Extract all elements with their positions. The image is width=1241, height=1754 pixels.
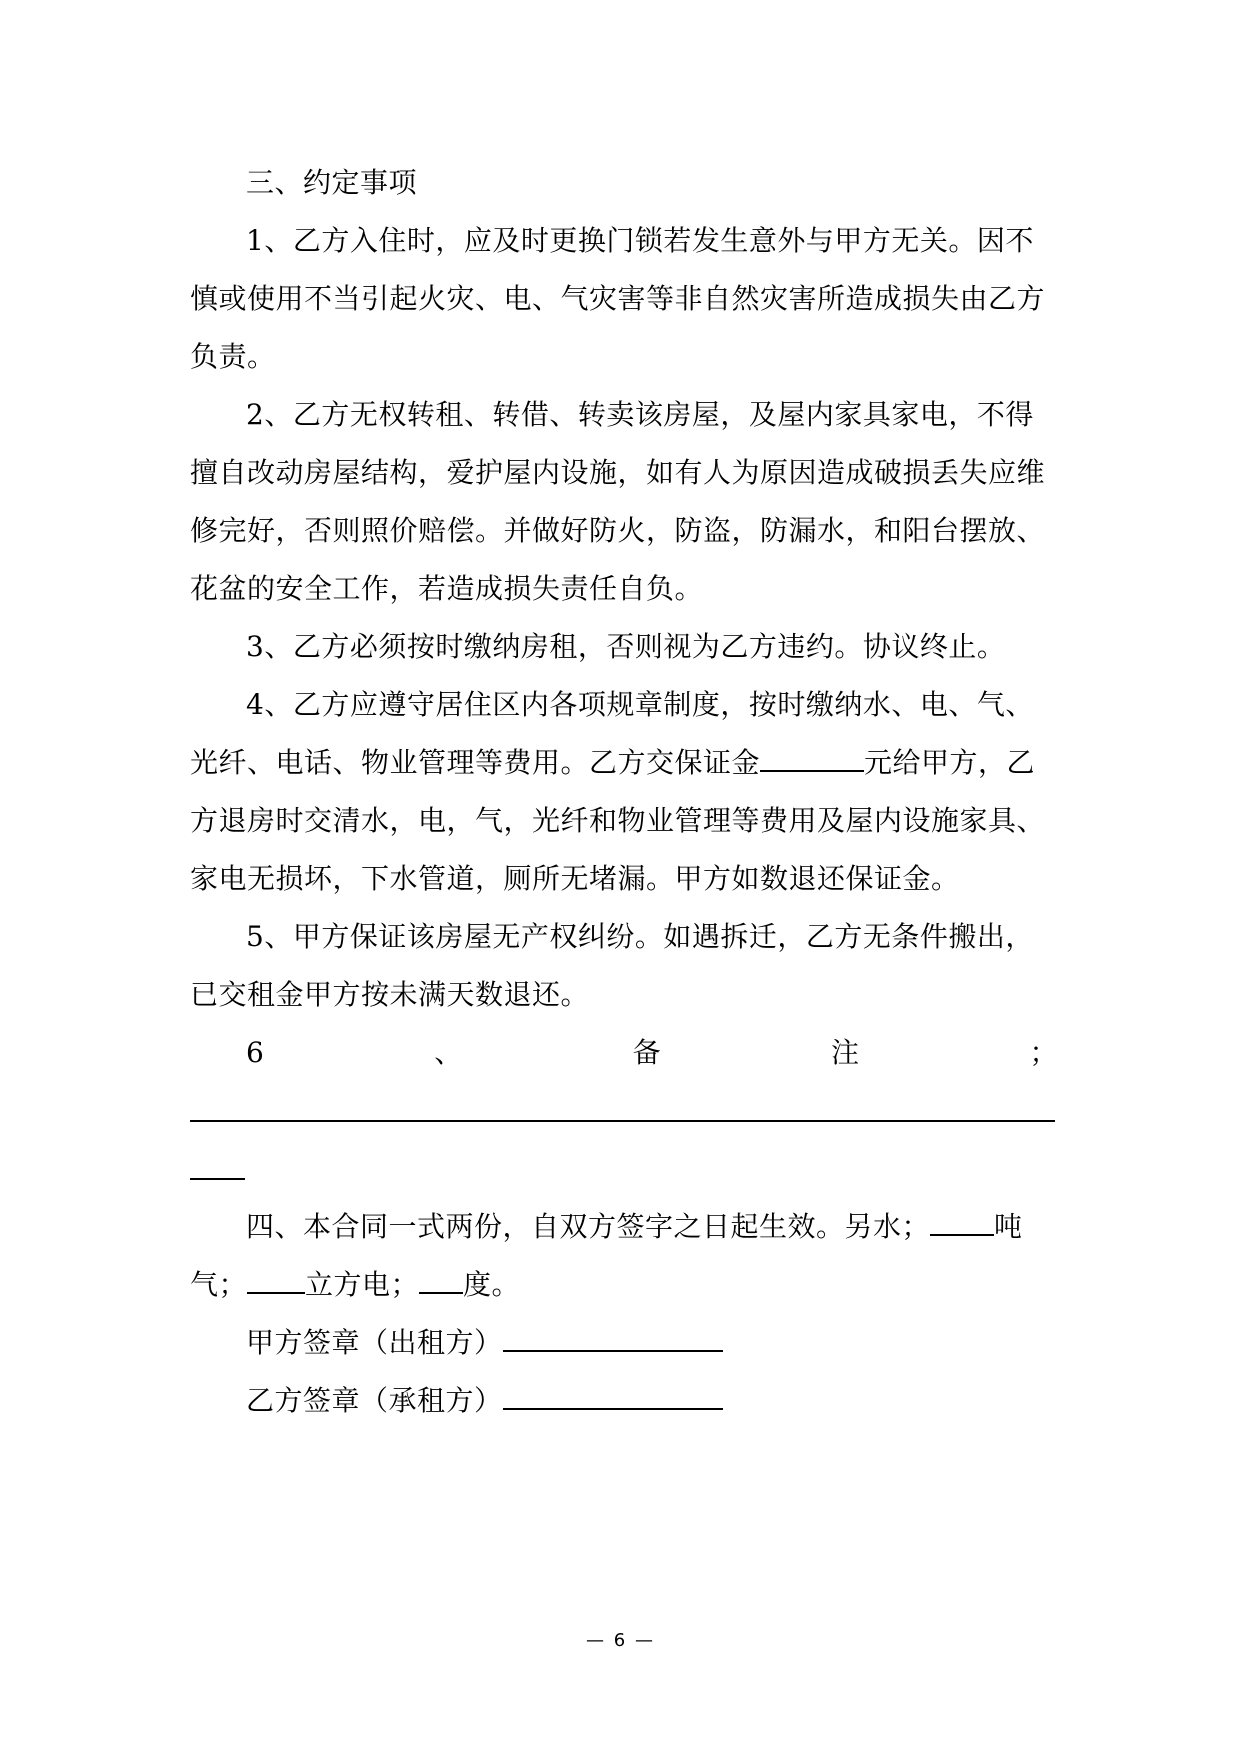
party-b-signature-line xyxy=(246,1368,723,1433)
item-6-number: 6 xyxy=(246,1036,265,1069)
section-4-line-1-text: 四、本合同一式两份，自双方签字之日起生效。另水； xyxy=(246,1210,931,1243)
item-6-separator: 、 xyxy=(434,1036,463,1069)
item-6-word-2: 注 xyxy=(831,1036,860,1069)
water-reading-blank xyxy=(930,1210,994,1236)
section-4-line-1 xyxy=(246,1194,1023,1259)
electricity-label: 立方电； xyxy=(305,1268,420,1301)
item-4-line-2-text-before: 光纤、电话、物业管理等费用。乙方交保证金 xyxy=(190,746,761,779)
remarks-blank-line xyxy=(190,1120,1055,1122)
item-1-line-1: 1、乙方入住时，应及时更换门锁若发生意外与甲方无关。因不 xyxy=(246,224,1034,257)
gas-reading-blank xyxy=(247,1268,305,1294)
item-2-line-2: 擅自改动房屋结构，爱护屋内设施，如有人为原因造成破损丢失应维 xyxy=(190,456,1046,489)
item-2-line-1: 2、乙方无权转租、转借、转卖该房屋，及屋内家具家电，不得 xyxy=(246,398,1034,431)
item-6-remarks-line xyxy=(246,1020,1058,1085)
party-a-signature-blank xyxy=(503,1326,723,1352)
party-a-signature-line xyxy=(246,1310,723,1375)
item-1-line-3: 负责。 xyxy=(190,340,276,373)
item-5-line-2: 已交租金甲方按未满天数退还。 xyxy=(190,978,590,1011)
deposit-amount-blank xyxy=(760,746,864,772)
electricity-reading-blank xyxy=(419,1268,463,1294)
section-4-line-1-unit: 吨 xyxy=(994,1210,1023,1243)
item-4-line-1: 4、乙方应遵守居住区内各项规章制度，按时缴纳水、电、气、 xyxy=(246,688,1034,721)
item-6-end-mark: ； xyxy=(1029,1036,1058,1069)
item-1-line-2: 慎或使用不当引起火灾、电、气灾害等非自然灾害所造成损失由乙方 xyxy=(190,282,1046,315)
item-4-line-2 xyxy=(190,730,1035,795)
item-5-line-1: 5、甲方保证该房屋无产权纠纷。如遇拆迁，乙方无条件搬出， xyxy=(246,920,1034,953)
item-4-line-2-text-after: 元给甲方，乙 xyxy=(864,746,1036,779)
party-b-signature-blank xyxy=(503,1384,723,1410)
item-2-line-3: 修完好，否则照价赔偿。并做好防火，防盗，防漏水，和阳台摆放、 xyxy=(190,514,1046,547)
gas-label: 气； xyxy=(190,1268,248,1301)
section-title: 三、约定事项 xyxy=(246,166,418,199)
party-b-signature-label: 乙方签章（承租方） xyxy=(246,1384,503,1417)
item-2-line-4: 花盆的安全工作，若造成损失责任自负。 xyxy=(190,572,704,605)
item-6-word-1: 备 xyxy=(632,1036,662,1069)
page-number: — 6 — xyxy=(586,1630,655,1651)
remarks-blank-line-continued xyxy=(190,1178,245,1180)
item-4-line-4: 家电无损坏，下水管道，厕所无堵漏。甲方如数退还保证金。 xyxy=(190,862,960,895)
party-a-signature-label: 甲方签章（出租方） xyxy=(246,1326,503,1359)
item-3-line-1: 3、乙方必须按时缴纳房租，否则视为乙方违约。协议终止。 xyxy=(246,630,1006,663)
section-4-line-2 xyxy=(190,1252,520,1317)
item-4-line-3: 方退房时交清水，电，气，光纤和物业管理等费用及屋内设施家具、 xyxy=(190,804,1046,837)
electricity-unit: 度。 xyxy=(463,1268,521,1301)
